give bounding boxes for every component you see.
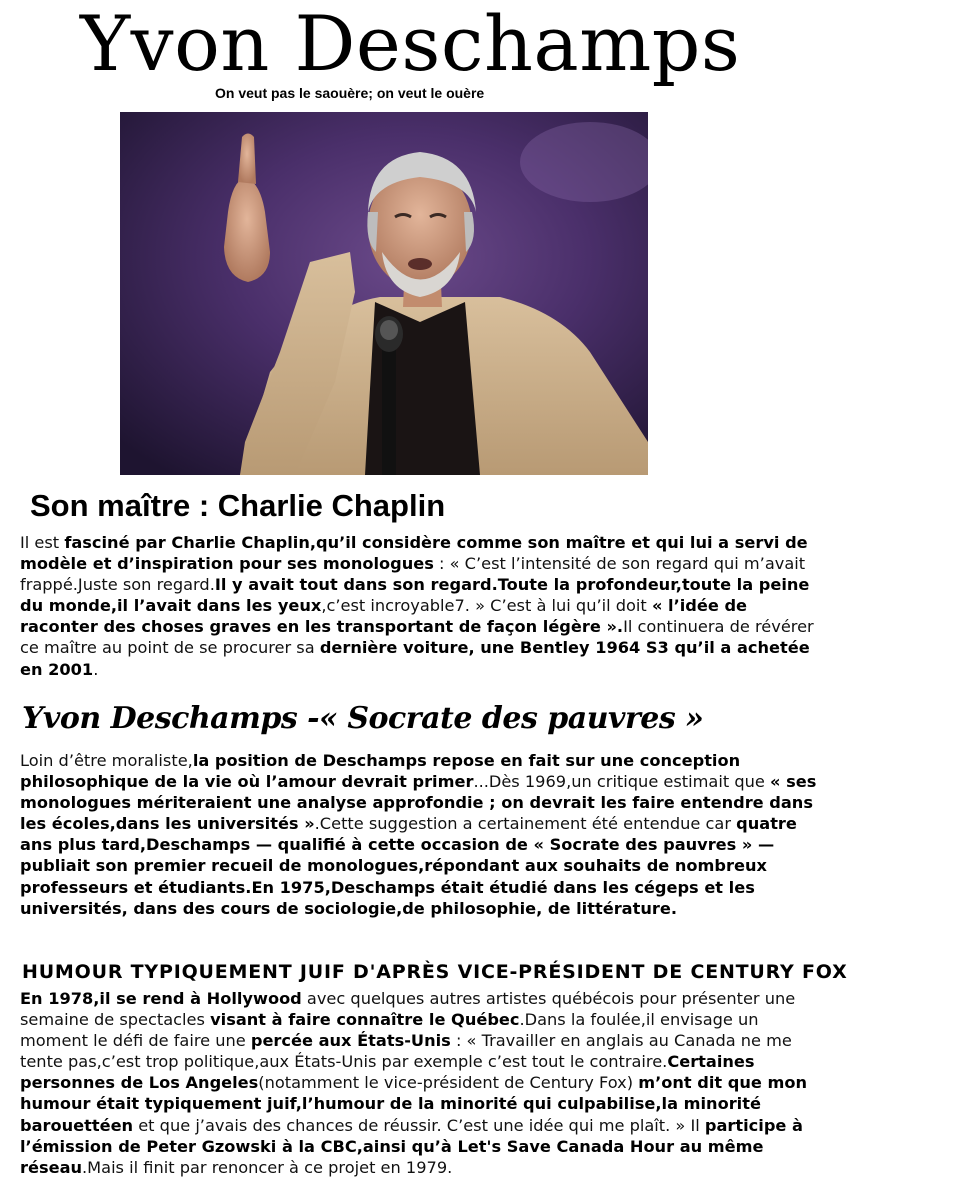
text-run: Il est	[20, 533, 65, 552]
text-run: .Mais il finit par renoncer à ce projet en 1979.	[82, 1157, 453, 1177]
bold-run: dernière voiture, une Bentley 1964 S3 qu’il a achetée en 2001	[20, 638, 810, 679]
portrait-photo	[120, 112, 648, 475]
section-heading-humour: HUMOUR TYPIQUEMENT JUIF D'APRÈS VICE-PRÉSIDENT DE CENTURY FOX	[22, 961, 848, 983]
bold-run: Certaines personnes de Los Angeles	[20, 1052, 755, 1093]
section-text-socrate	[20, 750, 820, 919]
bold-run: En 1978,il se rend à Hollywood	[20, 989, 302, 1008]
text-run: .Dans la foulée,il envisage un moment le défi de faire une	[20, 1010, 759, 1051]
text-run: (notamment le vice-président de Century Fox)	[258, 1073, 639, 1093]
section-text-chaplin	[20, 532, 820, 680]
text-run: ,c’est incroyable7. » C’est à lui qu’il doit	[321, 596, 652, 616]
section-heading-chaplin: Son maître : Charlie Chaplin	[30, 488, 446, 523]
section-heading-socrate: Yvon Deschamps -« Socrate des pauvres »	[22, 701, 704, 736]
bold-run: visant à faire connaître le Québec	[210, 1010, 520, 1030]
page-title: Yvon Deschamps	[80, 0, 741, 88]
text-run: .	[93, 659, 99, 679]
bold-run: m’ont dit que mon humour était typiquement juif,l’humour de la minorité qui culpabilise,la minorité barouettéen	[20, 1073, 807, 1135]
text-run: avec quelques autres artistes québécois pour présenter une semaine de spectacles	[20, 989, 796, 1030]
bold-run: fasciné par Charlie Chaplin,qu’il considère comme son maître et qui lui a servi de modèle et d’inspiration pour ses monologues	[20, 533, 808, 574]
bold-run: percée aux États-Unis	[250, 1031, 451, 1051]
text-run: : « Travailler en anglais au Canada ne me tente pas,c’est trop politique,aux États-Unis par exemple c’est tout le contraire.	[20, 1031, 792, 1072]
bold-run: quatre ans plus tard,Deschamps — qualifié à cette occasion de « Socrate des pauvres » — publiait son premier recueil de monologues,répondant aux souhaits de nombreux professeurs et étudiants.En 1975,Deschamps était étudié dans les cégeps et les universités, dans des cours de sociologie,de philosophie, de littérature.	[20, 814, 797, 918]
bold-run: participe à l’émission de Peter Gzowski à la CBC,ainsi qu’à Let's Save Canada Hour au même réseau	[20, 1115, 803, 1177]
text-run: ...Dès 1969,un critique estimait que	[473, 772, 770, 792]
text-run: Loin d’être moraliste,	[20, 751, 193, 770]
page-subtitle: On veut pas le saouère; on veut le ouère	[215, 85, 485, 101]
bold-run: la position de Deschamps repose en fait sur une conception philosophique de la vie où l’amour devrait primer	[20, 751, 741, 792]
text-run: et que j’avais des chances de réussir. C’est une idée qui me plaît. » Il	[133, 1115, 705, 1135]
section-text-humour	[20, 988, 820, 1178]
bold-run: « l’idée de raconter des choses graves en les transportant de façon légère ».	[20, 596, 748, 637]
text-run: .Cette suggestion a certainement été entendue car	[314, 814, 737, 834]
text-run: : « C’est l’intensité de son regard qui m’avait frappé.Juste son regard.	[20, 554, 806, 595]
text-run: Il continuera de révérer ce maître au point de se procurer sa	[20, 617, 814, 658]
bold-run: Il y avait tout dans son regard.Toute la profondeur,toute la peine du monde,il l’avait dans les yeux	[20, 575, 810, 616]
bold-run: « ses monologues mériteraient une analyse approfondie ; on devrait les faire entendre dans les écoles,dans les universités »	[20, 772, 817, 834]
